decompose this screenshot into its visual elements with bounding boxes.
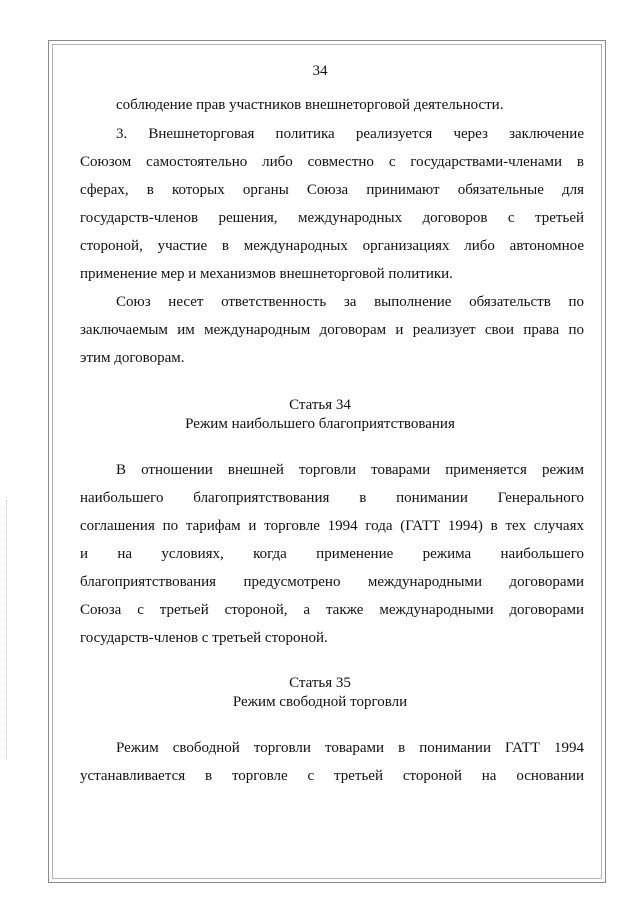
paragraph-line: применение мер и механизмов внешнеторговой политики. (80, 266, 453, 282)
article-number: Статья 34 (289, 397, 351, 413)
paragraph-line: 3. Внешнеторговая политика реализуется через заключение (116, 126, 584, 142)
paragraph-line: государств-членов с третьей стороной. (80, 630, 328, 646)
scan-margin-marks (6, 500, 9, 760)
paragraph-line: Союзом самостоятельно либо совместно с государствами-членами в (80, 154, 584, 170)
article-number: Статья 35 (289, 675, 351, 691)
paragraph-line: и на условиях, когда применение режима наибольшего (80, 546, 584, 562)
paragraph-line: соглашения по тарифам и торговле 1994 года (ГАТТ 1994) в тех случаях (80, 518, 584, 534)
paragraph-line: заключаемым им международным договорам и реализует свои права по (80, 322, 584, 338)
paragraph-line: благоприятствования предусмотрено международными договорами (80, 574, 584, 590)
page-number: 34 (312, 63, 328, 79)
paragraph-line: наибольшего благоприятствования в понимании Генерального (80, 490, 584, 506)
paragraph-line: государств-членов решения, международных договоров с третьей (80, 210, 584, 226)
paragraph-line: сферах, в которых органы Союза принимают обязательные для (80, 182, 584, 198)
paragraph-line: этим договорам. (80, 350, 185, 366)
paragraph-line: В отношении внешней торговли товарами применяется режим (116, 462, 584, 478)
paragraph-line: соблюдение прав участников внешнеторговой деятельности. (116, 97, 504, 113)
paragraph-line: Союза с третьей стороной, а также международными договорами (80, 602, 584, 618)
paragraph-line: устанавливается в торговле с третьей стороной на основании (80, 768, 584, 784)
paragraph-line: стороной, участие в международных организациях либо автономное (80, 238, 584, 254)
paragraph-line: Режим свободной торговли товарами в понимании ГАТТ 1994 (116, 740, 584, 756)
article-title: Режим наибольшего благоприятствования (185, 416, 455, 432)
paragraph-line: Союз несет ответственность за выполнение обязательств по (116, 294, 584, 310)
article-title: Режим свободной торговли (232, 694, 408, 710)
